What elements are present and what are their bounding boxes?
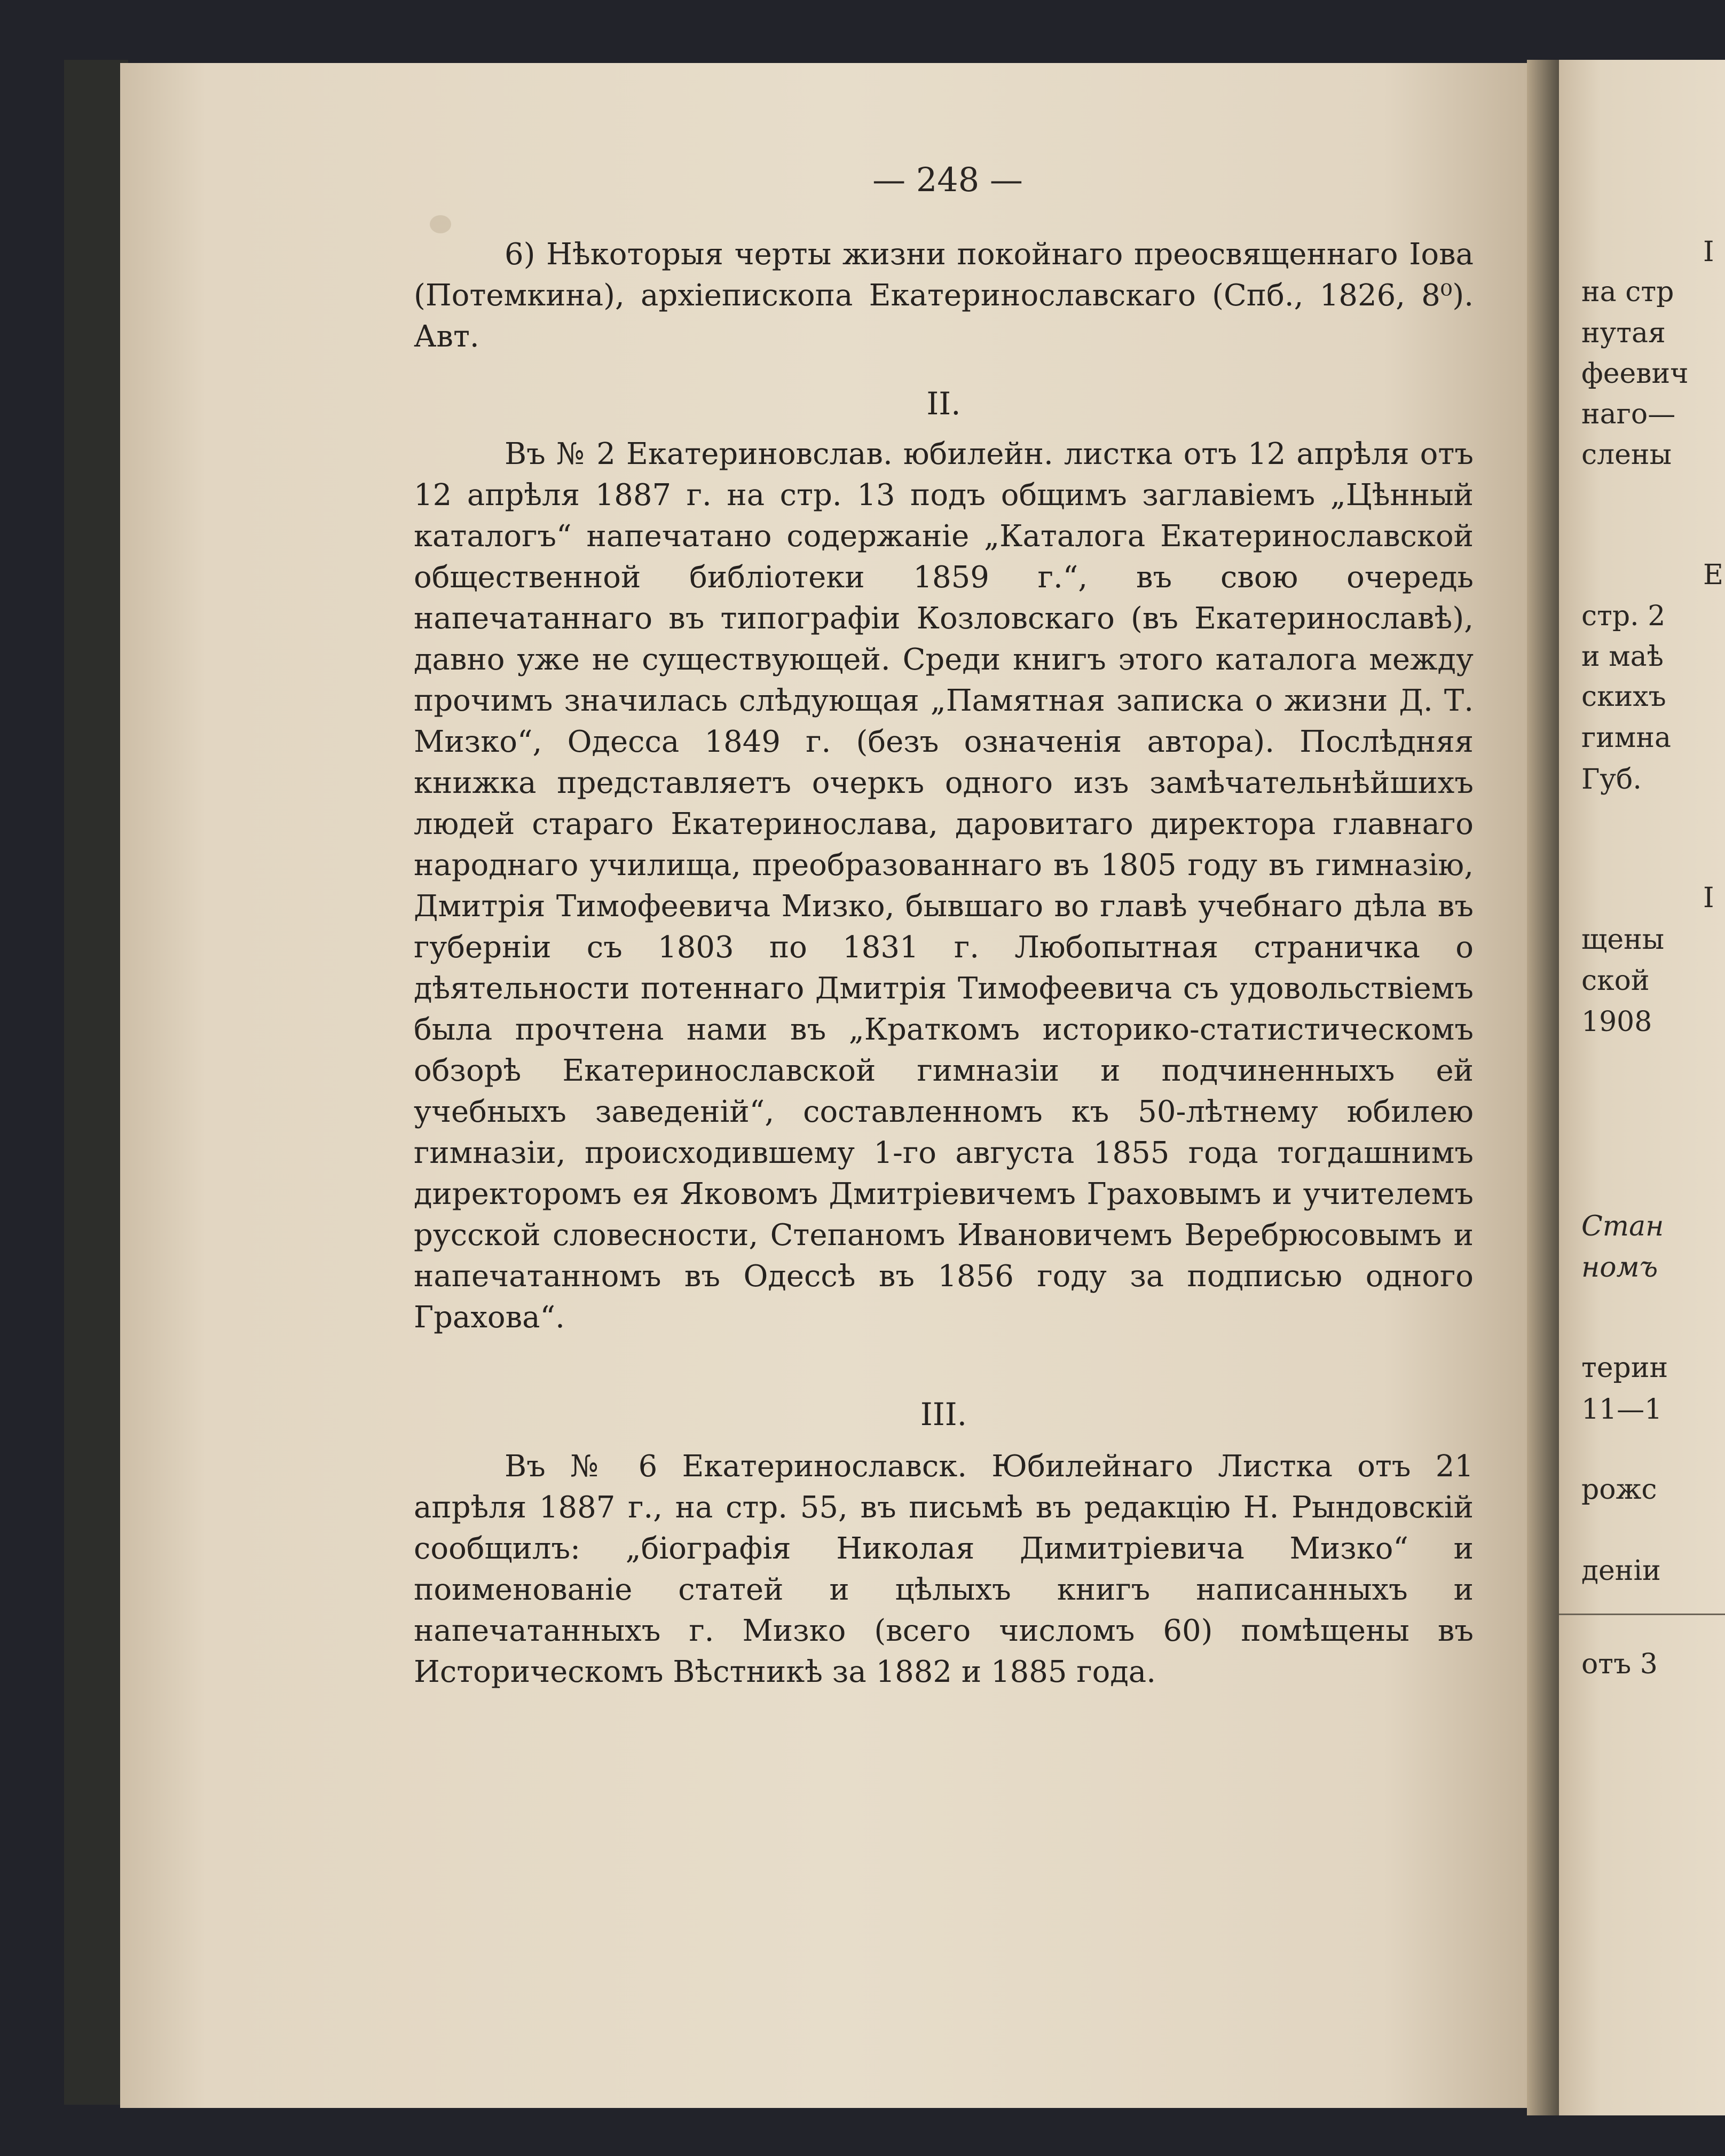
facing-text-fragment: 11—1 <box>1581 1394 1663 1426</box>
facing-text-fragment: 1908 <box>1581 1006 1652 1038</box>
section-ii-text: Въ № 2 Екатериновслав. юбилейн. листка отъ 12 апрѣля отъ 12 апрѣля 1887 г. на стр. 13 подъ общимъ заглавіемъ „Цѣнный каталогъ“ напечатано содержаніе „Каталога Екатеринославской общественной библіотеки 1859 г.“, въ свою очередь напечатаннаго въ типографіи Козловскаго (въ Екатеринославѣ), давно уже не существующей. Среди книгъ этого каталога между прочимъ значилась слѣдующая „Памятная записка о жизни Д. Т. Мизко“, Одесса 1849 г. (безъ означенія автора). Послѣдняя книжка представляетъ очеркъ одного изъ замѣчательнѣйшихъ людей стараго Екатеринослава, даровитаго директора главнаго народнаго училища, преобразованнаго въ 1805 году въ гимназію, Дмитрія Тимофеевича Мизко, бывшаго во главѣ учебнаго дѣла въ губерніи съ 1803 по 1831 г. Любопытная страничка о дѣятельности потеннаго Дмитрія Тимофеевича съ удовольствіемъ была прочтена нами въ „Краткомъ историко-статистическомъ обзорѣ Екатеринославской гимназіи и подчиненныхъ ей учебныхъ заведеній“, составленномъ къ 50-лѣтнему юбилею гимназіи, происходившему 1-го августа 1855 года тогдашнимъ директоромъ ея Яковомъ Дмитріевичемъ Граховымъ и учителемъ русской словесности, Степаномъ Ивановичемъ Веребрюсовымъ и напечатанномъ въ Одессѣ въ 1856 году за подписью одного Грахова“. <box>414 437 1474 1335</box>
facing-text-fragment: наго— <box>1581 398 1676 430</box>
footnote-rule <box>1559 1614 1725 1615</box>
section-heading-iii: III. <box>920 1396 967 1433</box>
facing-text-fragment: феевич <box>1581 358 1689 390</box>
facing-text-fragment: и маѣ <box>1581 641 1664 673</box>
section-heading-ii: II. <box>926 385 961 422</box>
page-number: — 248 — <box>872 160 1023 199</box>
facing-text-fragment: терин <box>1581 1352 1668 1384</box>
paper-stain <box>430 215 451 233</box>
facing-text-fragment: нутая <box>1581 317 1666 349</box>
facing-text-fragment: щены <box>1581 924 1665 956</box>
facing-text-fragment: І <box>1703 236 1714 268</box>
facing-text-fragment: стр. 2 <box>1581 600 1666 632</box>
facing-text-fragment: слены <box>1581 439 1672 471</box>
facing-text-fragment: Губ. <box>1581 764 1642 796</box>
facing-text-fragment: рожс <box>1581 1474 1657 1506</box>
facing-text-fragment: номъ <box>1581 1252 1658 1284</box>
facing-text-fragment: на стр <box>1581 276 1674 308</box>
section-iii-text: Въ № 6 Екатеринославск. Юбилейнаго Листка отъ 21 апрѣля 1887 г., на стр. 55, въ письмѣ въ редакцію Н. Рындовскій сообщилъ: „біографія Николая Димитріевича Мизко“ и поименованіе статей и цѣлыхъ книгъ написанныхъ и напечатанныхъ г. Мизко (всего числомъ 60) помѣщены въ Историческомъ Вѣстникѣ за 1882 и 1885 года. <box>414 1449 1474 1689</box>
facing-text-fragment: гимна <box>1581 722 1672 754</box>
facing-text-fragment: ской <box>1581 965 1650 997</box>
facing-page <box>1559 60 1725 2115</box>
facing-text-fragment: деніи <box>1581 1555 1661 1587</box>
facing-text-fragment: отъ 3 <box>1581 1648 1658 1680</box>
facing-text-fragment: І <box>1703 882 1714 914</box>
paragraph-footnote-6: 6) Нѣкоторыя черты жизни покойнаго преосвященнаго Іова (Потемкина), архіепископа Екатеринославскаго (Спб., 1826, 8⁰). Авт. <box>414 237 1474 354</box>
book-cover-edge <box>64 60 128 2105</box>
facing-text-fragment: скихъ <box>1581 681 1666 713</box>
facing-text-fragment: Стан <box>1581 1210 1664 1242</box>
facing-text-fragment: Е <box>1703 559 1723 591</box>
